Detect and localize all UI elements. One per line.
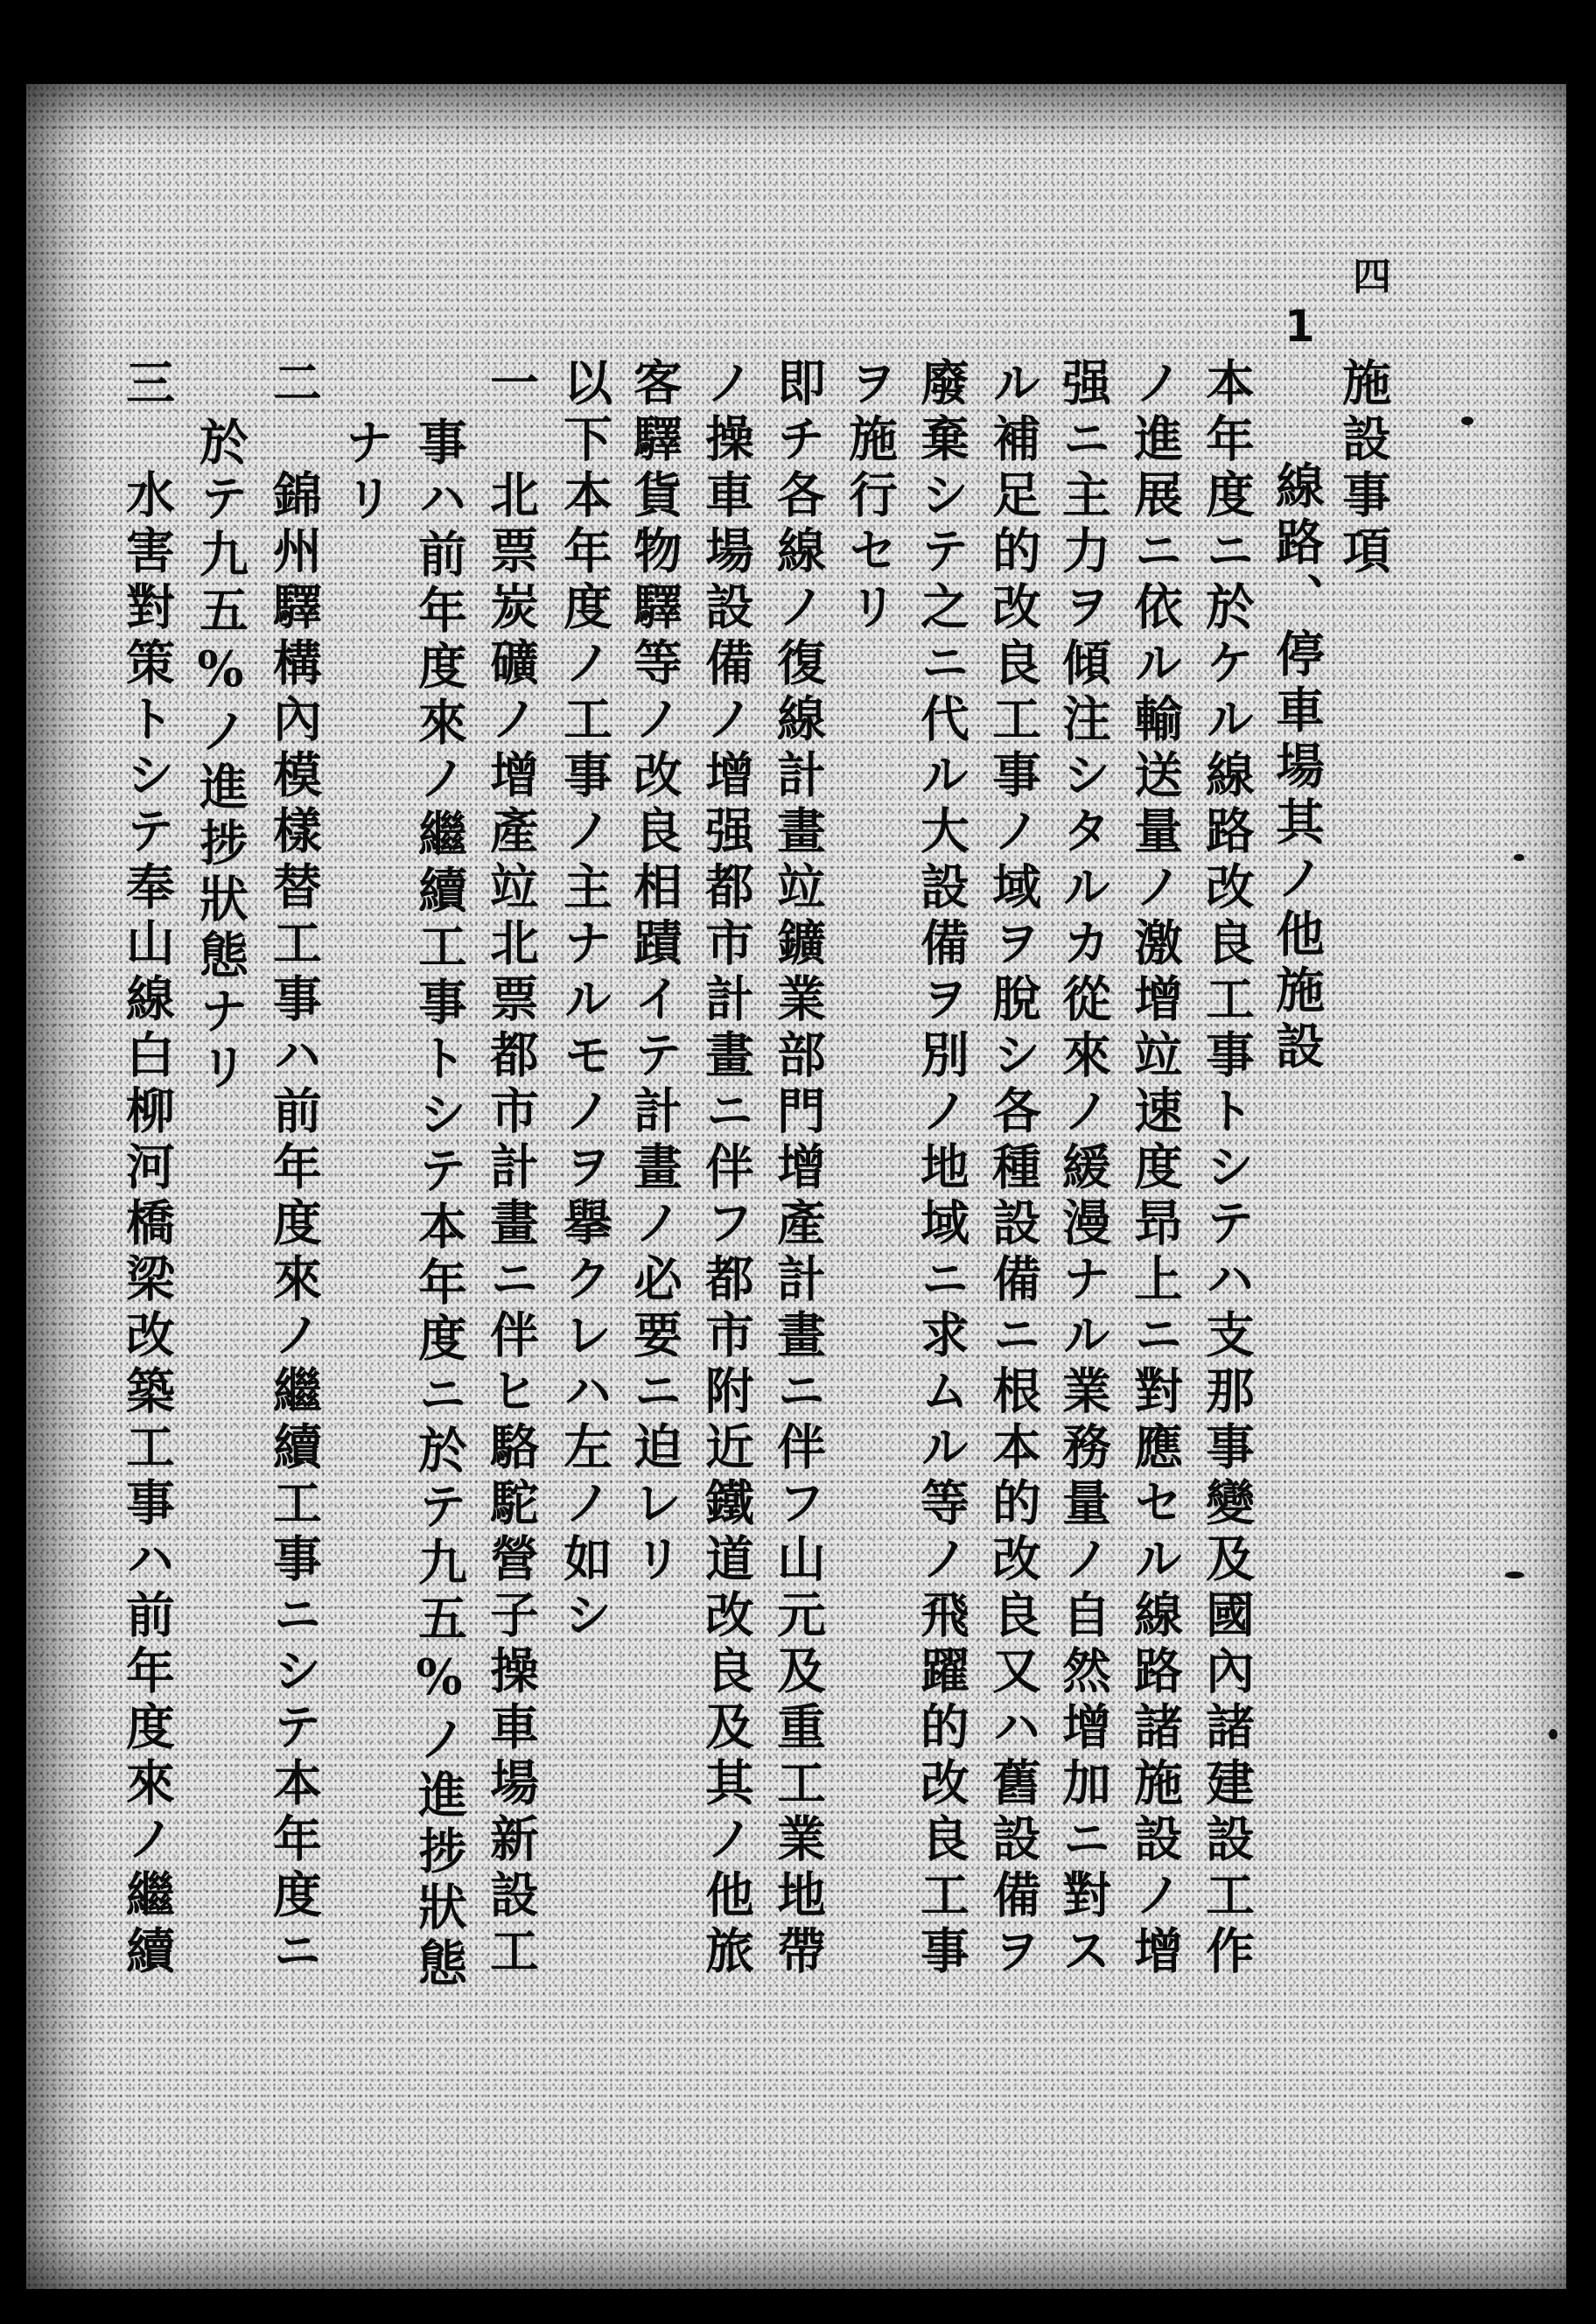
text-column-9: 即チ各線ノ復線計畫竝鑛業部門增產計畫ニ伴フ山元及重工業地帶 [769,357,827,1981]
text-column-14: 事ハ前年度來ノ繼續工事トシテ本年度ニ於テ九五%ノ進捗狀態 [410,416,468,1993]
page-shadow-bottom [26,2228,1566,2289]
text-column-3: 本年度ニ於ケル線路改良工事トシテハ支那事變及國內諸建設工作 [1198,357,1256,1981]
section-mark: 四 [1353,255,1391,299]
text-column-1: 施設事項 [1334,357,1392,581]
text-column-7: 廢棄シテ之ニ代ル大設備ヲ別ノ地域ニ求ムル等ノ飛躍的改良工事 [913,357,970,1981]
text-column-2: 線路、停車場其ノ他施設 [1268,460,1326,1076]
ink-speck [1461,416,1474,425]
text-column-18: 三 水害對策トシテ奉山線白柳河橋梁改築工事ハ前年度來ノ繼續 [118,357,176,1981]
page-shadow-left [26,84,96,2289]
document-page [26,84,1566,2289]
text-column-8: ヲ施行セリ [841,357,899,637]
text-column-10: ノ操車場設備ノ增强都市計畫ニ伴フ都市附近鐵道改良及其ノ他旅 [697,357,755,1981]
item-number: 1 [1284,301,1315,352]
text-column-4: ノ進展ニ依ル輸送量ノ激增竝速度昻上ニ對應セル線路諸施設ノ增 [1126,357,1184,1981]
text-column-11: 客驛貨物驛等ノ改良相蹟イテ計畫ノ必要ニ迫レリ [626,357,683,1589]
text-column-5: 强ニ主力ヲ傾注シタルカ從來ノ緩漫ナル業務量ノ自然增加ニ對ス [1054,357,1112,1981]
text-column-16: 二 錦州驛構內模樣替工事ハ前年度來ノ繼續工事ニシテ本年度ニ [265,357,323,1981]
text-column-6: ル補足的改良工事ノ域ヲ脫シ各種設備ニ根本的改良又ハ舊設備ヲ [984,357,1042,1981]
text-column-12: 以下本年度ノ工事ノ主ナルモノヲ擧クレハ左ノ如シ [556,357,613,1645]
text-column-17: 於テ九五%ノ進捗狀態ナリ [192,416,249,1097]
text-column-15: ナリ [337,416,395,528]
page-shadow-top [26,84,1566,145]
text-column-13: 一 北票炭礦ノ增產竝北票都市計畫ニ伴ヒ駱駝營子操車場新設工 [482,357,540,1981]
ink-speck [1549,1729,1558,1740]
ink-speck [1514,854,1524,861]
ink-speck [1505,1572,1524,1578]
